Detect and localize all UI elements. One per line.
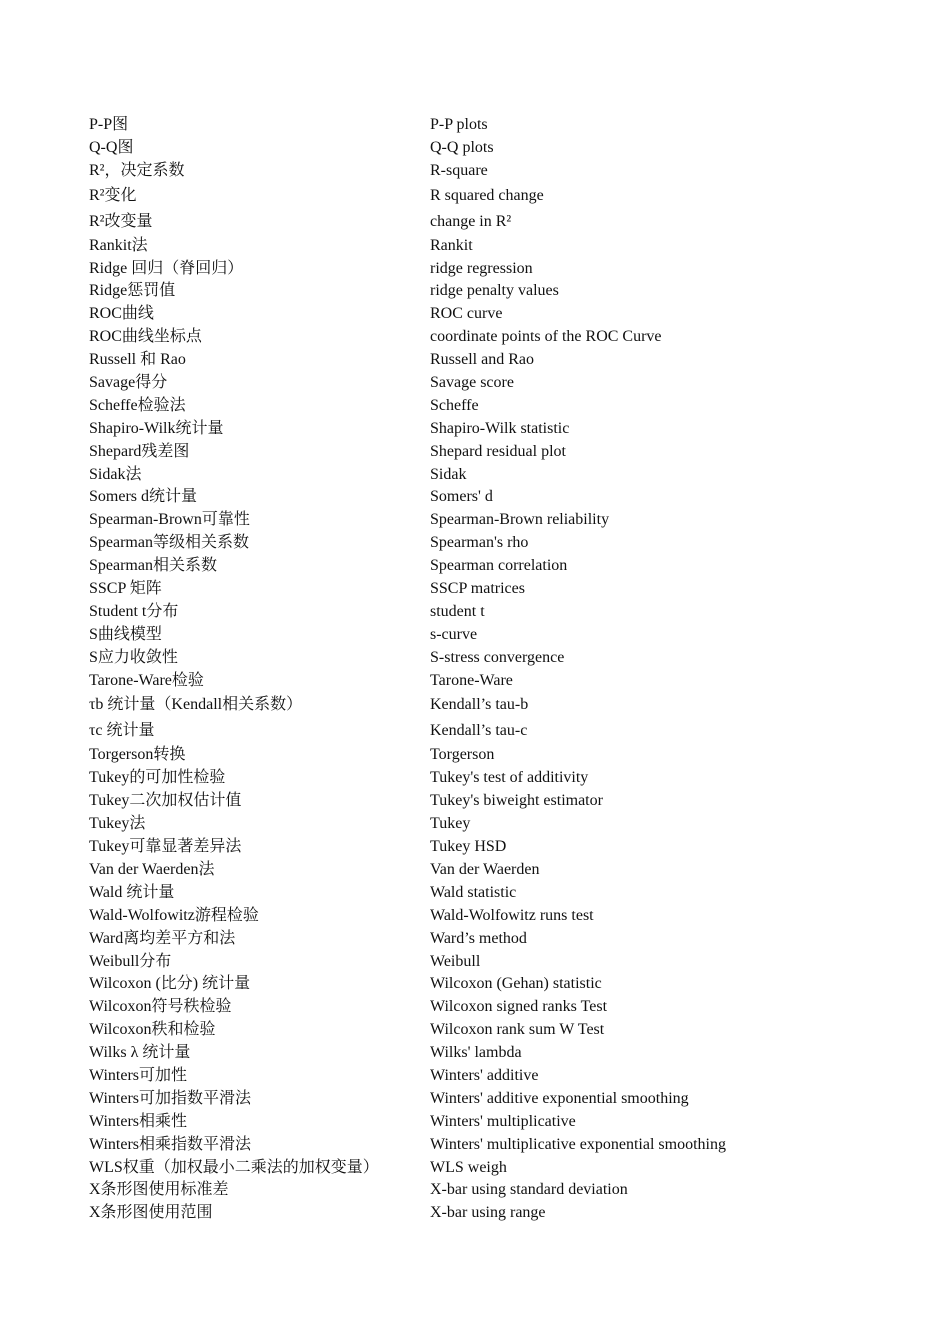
english-term: X-bar using standard deviation <box>430 1181 628 1199</box>
english-term: Q-Q plots <box>430 138 494 156</box>
english-term: Weibull <box>430 952 481 970</box>
english-term: Torgerson <box>430 746 495 764</box>
english-term: Wilcoxon (Gehan) statistic <box>430 975 602 993</box>
glossary-row <box>89 372 869 395</box>
chinese-term: S曲线模型 <box>89 625 162 643</box>
chinese-term: Wilcoxon秩和检验 <box>89 1021 216 1039</box>
english-term: P-P plots <box>430 116 488 133</box>
glossary-row <box>89 349 869 372</box>
english-term: Kendall’s tau-c <box>430 722 528 740</box>
glossary-row <box>89 647 869 670</box>
chinese-term: S应力收敛性 <box>89 648 178 666</box>
glossary-row <box>89 624 869 647</box>
glossary-row <box>89 718 869 744</box>
chinese-term: Winters可加指数平滑法 <box>89 1089 252 1107</box>
english-term: ROC curve <box>430 305 503 323</box>
glossary-row <box>89 555 869 578</box>
chinese-term: R²改变量 <box>89 212 153 230</box>
glossary-row <box>89 160 869 183</box>
chinese-term: Spearman相关系数 <box>89 557 217 575</box>
chinese-term: Tukey法 <box>89 815 146 833</box>
english-term: SSCP matrices <box>430 580 525 598</box>
chinese-term: Wilks λ 统计量 <box>89 1044 191 1062</box>
chinese-term: X条形图使用范围 <box>89 1204 213 1222</box>
glossary-row <box>89 1019 869 1042</box>
english-term: Wilks' lambda <box>430 1044 522 1062</box>
chinese-term: Shapiro-Wilk统计量 <box>89 419 224 437</box>
glossary-row <box>89 1179 869 1202</box>
glossary-row <box>89 303 869 326</box>
english-term: Wald-Wolfowitz runs test <box>430 906 594 924</box>
chinese-term: Tukey的可加性检验 <box>89 769 226 787</box>
chinese-term: P-P图 <box>89 116 129 133</box>
chinese-term: Ridge惩罚值 <box>89 282 176 300</box>
english-term: student t <box>430 602 485 620</box>
glossary-row <box>89 692 869 718</box>
english-term: Tukey's biweight estimator <box>430 792 603 810</box>
chinese-term: WLS权重（加权最小二乘法的加权变量） <box>89 1158 379 1176</box>
glossary-row <box>89 209 869 235</box>
chinese-term: Wald-Wolfowitz游程检验 <box>89 906 259 924</box>
english-term: Spearman-Brown reliability <box>430 511 610 529</box>
chinese-term: R²，决定系数 <box>89 161 185 179</box>
chinese-term: R²变化 <box>89 186 137 204</box>
english-term: X-bar using range <box>430 1204 546 1222</box>
glossary-row <box>89 928 869 951</box>
english-term: WLS weigh <box>430 1158 507 1176</box>
chinese-term: Winters相乘性 <box>89 1112 188 1130</box>
glossary-row <box>89 418 869 441</box>
glossary-row <box>89 464 869 487</box>
glossary-row <box>89 670 869 693</box>
glossary-row <box>89 1134 869 1157</box>
glossary-row <box>89 114 869 137</box>
glossary-row <box>89 905 869 928</box>
english-term: ridge penalty values <box>430 282 559 300</box>
chinese-term: Student t分布 <box>89 602 179 620</box>
glossary-row <box>89 744 869 767</box>
glossary-row <box>89 996 869 1019</box>
chinese-term: Winters相乘指数平滑法 <box>89 1135 252 1153</box>
chinese-term: Q-Q图 <box>89 138 134 156</box>
glossary-row <box>89 486 869 509</box>
glossary-row <box>89 1042 869 1065</box>
chinese-term: Tarone-Ware检验 <box>89 671 204 689</box>
english-term: Ward’s method <box>430 929 527 947</box>
chinese-term: Scheffe检验法 <box>89 396 186 414</box>
english-term: Kendall’s tau-b <box>430 696 529 714</box>
english-term: Spearman correlation <box>430 557 568 575</box>
english-term: Tukey <box>430 815 471 833</box>
english-term: Wilcoxon signed ranks Test <box>430 998 608 1016</box>
english-term: Winters' multiplicative exponential smoothing <box>430 1135 726 1153</box>
chinese-term: Shepard残差图 <box>89 442 190 460</box>
chinese-term: Ridge 回归（脊回归） <box>89 259 244 277</box>
english-term: Rankit <box>430 236 473 254</box>
english-term: Somers' d <box>430 488 493 506</box>
chinese-term: Wilcoxon (比分) 统计量 <box>89 975 251 993</box>
english-term: Tukey's test of additivity <box>430 769 589 787</box>
english-term: Winters' additive exponential smoothing <box>430 1089 689 1107</box>
glossary-row <box>89 235 869 258</box>
chinese-term: SSCP 矩阵 <box>89 580 162 598</box>
chinese-term: Tukey可靠显著差异法 <box>89 838 242 856</box>
english-term: Sidak <box>430 465 467 483</box>
english-term: Van der Waerden <box>430 860 540 878</box>
chinese-term: Wilcoxon符号秩检验 <box>89 998 232 1016</box>
english-term: change in R² <box>430 212 512 230</box>
english-term: Scheffe <box>430 396 479 414</box>
glossary-row <box>89 532 869 555</box>
glossary-row <box>89 1202 869 1225</box>
english-term: Spearman's rho <box>430 534 529 552</box>
chinese-term: ROC曲线坐标点 <box>89 328 202 346</box>
chinese-term: Tukey二次加权估计值 <box>89 792 242 810</box>
glossary-row <box>89 973 869 996</box>
chinese-term: Winters可加性 <box>89 1066 188 1084</box>
english-term: Shepard residual plot <box>430 442 566 460</box>
english-term: coordinate points of the ROC Curve <box>430 328 662 346</box>
glossary-row <box>89 813 869 836</box>
chinese-term: Savage得分 <box>89 374 168 392</box>
chinese-term: Russell 和 Rao <box>89 351 186 369</box>
glossary-row <box>89 790 869 813</box>
chinese-term: ROC曲线 <box>89 305 154 323</box>
chinese-term: Spearman等级相关系数 <box>89 534 249 552</box>
chinese-term: Sidak法 <box>89 465 142 483</box>
chinese-term: Somers d统计量 <box>89 488 198 506</box>
glossary-row <box>89 441 869 464</box>
english-term: Shapiro-Wilk statistic <box>430 419 570 437</box>
english-term: Wilcoxon rank sum W Test <box>430 1021 605 1039</box>
glossary-row <box>89 509 869 532</box>
english-term: R squared change <box>430 186 544 204</box>
glossary-row <box>89 258 869 281</box>
glossary-row <box>89 767 869 790</box>
glossary-row <box>89 882 869 905</box>
glossary-row <box>89 951 869 974</box>
english-term: Winters' multiplicative <box>430 1112 576 1130</box>
glossary-row <box>89 578 869 601</box>
english-term: s-curve <box>430 625 478 643</box>
glossary-row <box>89 280 869 303</box>
glossary-row <box>89 326 869 349</box>
chinese-term: τc 统计量 <box>89 722 155 740</box>
chinese-term: Ward离均差平方和法 <box>89 929 236 947</box>
glossary-row <box>89 859 869 882</box>
glossary-row <box>89 395 869 418</box>
english-term: S-stress convergence <box>430 648 565 666</box>
glossary-row <box>89 1111 869 1134</box>
english-term: R-square <box>430 161 488 179</box>
glossary-row <box>89 137 869 160</box>
glossary-row <box>89 1088 869 1111</box>
english-term: Tarone-Ware <box>430 671 513 689</box>
chinese-term: Van der Waerden法 <box>89 860 215 878</box>
chinese-term: τb 统计量（Kendall相关系数） <box>89 696 303 714</box>
english-term: Winters' additive <box>430 1066 539 1084</box>
glossary-row <box>89 836 869 859</box>
glossary-row <box>89 1157 869 1180</box>
glossary-row <box>89 601 869 624</box>
english-term: Savage score <box>430 374 514 392</box>
chinese-term: Spearman-Brown可靠性 <box>89 511 250 529</box>
glossary-row <box>89 1065 869 1088</box>
chinese-term: X条形图使用标准差 <box>89 1181 229 1199</box>
english-term: Russell and Rao <box>430 351 534 369</box>
english-term: Wald statistic <box>430 883 517 901</box>
english-term: Tukey HSD <box>430 838 507 856</box>
chinese-term: Torgerson转换 <box>89 746 186 764</box>
chinese-term: Wald 统计量 <box>89 883 175 901</box>
chinese-term: Weibull分布 <box>89 952 172 970</box>
chinese-term: Rankit法 <box>89 236 148 254</box>
glossary-row <box>89 183 869 209</box>
glossary-table <box>89 114 869 1225</box>
english-term: ridge regression <box>430 259 533 277</box>
